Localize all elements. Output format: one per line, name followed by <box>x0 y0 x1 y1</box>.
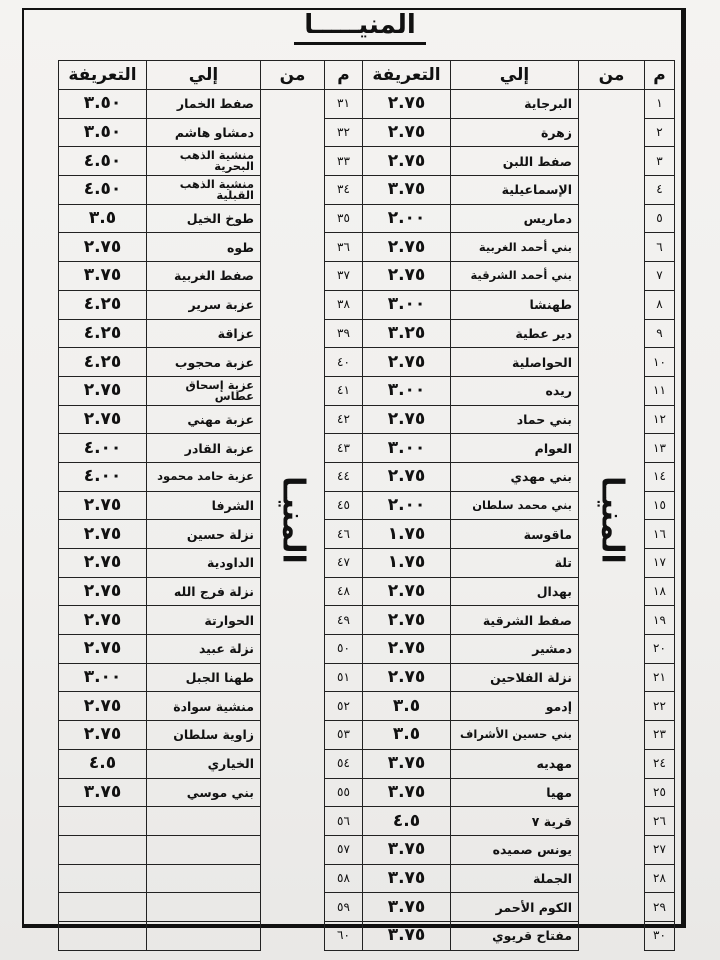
destination-cell: عزبة إسحاق عطاس <box>147 376 261 405</box>
tariff-cell: ٣.٥ <box>363 692 451 721</box>
destination-cell: الحوارتة <box>147 606 261 635</box>
header-row <box>59 61 363 90</box>
header-from: من <box>579 61 645 90</box>
row-number: ٩ <box>645 319 675 348</box>
row-number: ٣٠ <box>645 921 675 950</box>
destination-cell: صفط اللبن <box>451 147 579 176</box>
destination-cell: منشية الذهب القبلية <box>147 176 261 205</box>
row-number: ٦ <box>645 233 675 262</box>
tariff-cell: ٢.٧٥ <box>363 348 451 377</box>
tariff-cell: ٤.٠٠ <box>59 462 147 491</box>
destination-cell: عزبة محجوب <box>147 348 261 377</box>
tariff-cell: ٣.٧٥ <box>363 921 451 950</box>
row-number: ٥٧ <box>325 835 363 864</box>
destination-cell: العوام <box>451 434 579 463</box>
row-number: ٢٤ <box>645 749 675 778</box>
row-number: ٥٩ <box>325 893 363 922</box>
tariff-cell: ١.٧٥ <box>363 549 451 578</box>
destination-cell: نزلة فرج الله <box>147 577 261 606</box>
row-number: ٣٨ <box>325 290 363 319</box>
tariff-cell: ٤.٠٠ <box>59 434 147 463</box>
table-row <box>59 90 363 119</box>
destination-cell: منشية الذهب البحرية <box>147 147 261 176</box>
destination-cell: زاوية سلطان <box>147 721 261 750</box>
destination-cell: عزبة سرير <box>147 290 261 319</box>
destination-cell: عزبة حامد محمود <box>147 462 261 491</box>
row-number: ٥٣ <box>325 721 363 750</box>
row-number: ١٤ <box>645 462 675 491</box>
tariff-cell: ٢.٧٥ <box>363 262 451 291</box>
destination-cell <box>147 864 261 893</box>
row-number: ٢١ <box>645 663 675 692</box>
destination-cell: الإسماعيلية <box>451 176 579 205</box>
tariff-cell <box>59 864 147 893</box>
tariff-cell: ٢.٧٥ <box>59 721 147 750</box>
tariff-cell: ٢.٧٥ <box>363 577 451 606</box>
row-number: ١٩ <box>645 606 675 635</box>
tariff-cell: ٣.٠٠ <box>363 376 451 405</box>
row-number: ٤ <box>645 176 675 205</box>
tariff-table-right <box>362 60 675 951</box>
destination-cell: زهرة <box>451 118 579 147</box>
destination-cell: الكوم الأحمر <box>451 893 579 922</box>
from-cell <box>579 90 645 951</box>
tariff-cell: ٣.٥ <box>59 204 147 233</box>
header-to: إلي <box>147 61 261 90</box>
row-number: ٣ <box>645 147 675 176</box>
destination-cell: ماقوسة <box>451 520 579 549</box>
destination-cell: عزبة القادر <box>147 434 261 463</box>
tariff-cell: ٢.٧٥ <box>59 520 147 549</box>
from-city-label: المنيـا <box>275 476 310 564</box>
row-number: ١٦ <box>645 520 675 549</box>
tariff-cell <box>59 921 147 950</box>
tariff-cell: ٣.٥٠ <box>59 90 147 119</box>
tariff-cell: ٣.٧٥ <box>59 778 147 807</box>
row-number: ٣٢ <box>325 118 363 147</box>
tariff-cell: ٣.٧٥ <box>363 778 451 807</box>
row-number: ٢٩ <box>645 893 675 922</box>
row-number: ٢٦ <box>645 807 675 836</box>
row-number: ١٥ <box>645 491 675 520</box>
row-number: ٥٥ <box>325 778 363 807</box>
tariff-cell: ٢.٧٥ <box>59 577 147 606</box>
tariff-table-left <box>58 60 363 951</box>
row-number: ٦٠ <box>325 921 363 950</box>
tariff-cell: ٢.٠٠ <box>363 491 451 520</box>
tariff-cell: ٢.٧٥ <box>363 233 451 262</box>
destination-cell: مهديه <box>451 749 579 778</box>
destination-cell: البرجاية <box>451 90 579 119</box>
header-rate: التعريفة <box>59 61 147 90</box>
destination-cell: صفط الشرقية <box>451 606 579 635</box>
destination-cell: مهيا <box>451 778 579 807</box>
tariff-cell: ٤.٢٥ <box>59 319 147 348</box>
destination-cell: بني أحمد الشرقية <box>451 262 579 291</box>
tariff-cell: ٣.٧٥ <box>59 262 147 291</box>
tariff-cell: ٣.٥٠ <box>59 118 147 147</box>
row-number: ٣١ <box>325 90 363 119</box>
row-number: ٢٢ <box>645 692 675 721</box>
destination-cell: بهدال <box>451 577 579 606</box>
from-city-label: المنيـا <box>594 476 629 564</box>
destination-cell: بني حماد <box>451 405 579 434</box>
tariff-cell: ٢.٧٥ <box>59 692 147 721</box>
destination-cell: صفط الغربية <box>147 262 261 291</box>
destination-cell: بني محمد سلطان <box>451 491 579 520</box>
row-number: ٣٩ <box>325 319 363 348</box>
tariff-cell: ٣.٧٥ <box>363 749 451 778</box>
destination-cell: طوخ الخيل <box>147 204 261 233</box>
destination-cell: ريده <box>451 376 579 405</box>
tariff-cell: ٤.٢٥ <box>59 348 147 377</box>
row-number: ١٢ <box>645 405 675 434</box>
tariff-cell: ٤.٢٥ <box>59 290 147 319</box>
header-m: م <box>325 61 363 90</box>
row-number: ٤٩ <box>325 606 363 635</box>
tariff-cell <box>59 807 147 836</box>
row-number: ٥٢ <box>325 692 363 721</box>
destination-cell: دير عطية <box>451 319 579 348</box>
row-number: ٥ <box>645 204 675 233</box>
row-number: ٥٨ <box>325 864 363 893</box>
table-row <box>363 90 675 119</box>
tariff-cell: ٤.٥ <box>363 807 451 836</box>
tariff-cell: ٢.٧٥ <box>59 405 147 434</box>
destination-cell: صفط الخمار <box>147 90 261 119</box>
destination-cell <box>147 807 261 836</box>
row-number: ٣٣ <box>325 147 363 176</box>
destination-cell: الخياري <box>147 749 261 778</box>
row-number: ٣٤ <box>325 176 363 205</box>
tariff-cell: ٤.٥ <box>59 749 147 778</box>
destination-cell: تلة <box>451 549 579 578</box>
tariff-cell: ٢.٧٥ <box>59 606 147 635</box>
row-number: ٤٨ <box>325 577 363 606</box>
tariff-cell: ٣.٠٠ <box>363 290 451 319</box>
destination-cell: دمشير <box>451 635 579 664</box>
tariff-cell: ٢.٧٥ <box>59 376 147 405</box>
header-to: إلي <box>451 61 579 90</box>
page-title: المنيـــــا <box>294 8 426 45</box>
title-area <box>0 8 720 48</box>
row-number: ٥١ <box>325 663 363 692</box>
row-number: ١١ <box>645 376 675 405</box>
row-number: ٣٥ <box>325 204 363 233</box>
destination-cell: مفتاح قريوي <box>451 921 579 950</box>
row-number: ٢٣ <box>645 721 675 750</box>
from-cell <box>261 90 325 951</box>
tariff-cell: ٤.٥٠ <box>59 176 147 205</box>
destination-cell: منشية سوادة <box>147 692 261 721</box>
header-m: م <box>645 61 675 90</box>
tariff-cell: ٢.٧٥ <box>363 147 451 176</box>
row-number: ١ <box>645 90 675 119</box>
row-number: ١٠ <box>645 348 675 377</box>
destination-cell: طوه <box>147 233 261 262</box>
row-number: ١٧ <box>645 549 675 578</box>
destination-cell: نزلة عبيد <box>147 635 261 664</box>
row-number: ٢ <box>645 118 675 147</box>
destination-cell: دماريس <box>451 204 579 233</box>
tariff-cell: ٢.٠٠ <box>363 204 451 233</box>
tariff-cell: ٣.٧٥ <box>363 176 451 205</box>
row-number: ٢٥ <box>645 778 675 807</box>
tariff-cell: ٢.٧٥ <box>59 635 147 664</box>
destination-cell: نزلة الفلاحين <box>451 663 579 692</box>
row-number: ٤٠ <box>325 348 363 377</box>
tariff-cell: ٢.٧٥ <box>363 405 451 434</box>
destination-cell: عزبة مهني <box>147 405 261 434</box>
row-number: ٤٥ <box>325 491 363 520</box>
tariff-cell: ٢.٧٥ <box>59 491 147 520</box>
row-number: ٥٠ <box>325 635 363 664</box>
row-number: ٨ <box>645 290 675 319</box>
destination-cell: بني حسين الأشراف <box>451 721 579 750</box>
tariff-cell: ٣.٧٥ <box>363 864 451 893</box>
row-number: ٥٦ <box>325 807 363 836</box>
row-number: ٣٦ <box>325 233 363 262</box>
row-number: ١٨ <box>645 577 675 606</box>
destination-cell: قرية ٧ <box>451 807 579 836</box>
destination-cell: الشرفا <box>147 491 261 520</box>
destination-cell: عزاقة <box>147 319 261 348</box>
destination-cell: نزلة حسين <box>147 520 261 549</box>
row-number: ٤١ <box>325 376 363 405</box>
tariff-cell <box>59 835 147 864</box>
tariff-cell: ٣.٢٥ <box>363 319 451 348</box>
tariff-cell: ٢.٧٥ <box>363 663 451 692</box>
row-number: ٧ <box>645 262 675 291</box>
header-from: من <box>261 61 325 90</box>
tariff-cell: ٣.٠٠ <box>59 663 147 692</box>
destination-cell: الحواصلية <box>451 348 579 377</box>
row-number: ١٣ <box>645 434 675 463</box>
tariff-cell: ٢.٧٥ <box>363 635 451 664</box>
destination-cell: الجملة <box>451 864 579 893</box>
destination-cell: طهنشا <box>451 290 579 319</box>
row-number: ٢٨ <box>645 864 675 893</box>
row-number: ٥٤ <box>325 749 363 778</box>
destination-cell: بني موسي <box>147 778 261 807</box>
row-number: ٤٤ <box>325 462 363 491</box>
tariff-cell: ٢.٧٥ <box>363 118 451 147</box>
row-number: ٢٠ <box>645 635 675 664</box>
row-number: ٤٢ <box>325 405 363 434</box>
destination-cell: بني أحمد الغربية <box>451 233 579 262</box>
row-number: ٢٧ <box>645 835 675 864</box>
tariff-cell: ٣.٧٥ <box>363 893 451 922</box>
destination-cell <box>147 893 261 922</box>
destination-cell: الداودية <box>147 549 261 578</box>
destination-cell: يونس صميده <box>451 835 579 864</box>
row-number: ٤٣ <box>325 434 363 463</box>
tariff-cell: ٣.٥ <box>363 721 451 750</box>
destination-cell <box>147 835 261 864</box>
destination-cell: بني مهدي <box>451 462 579 491</box>
tariff-cell: ٢.٧٥ <box>59 233 147 262</box>
tariff-cell <box>59 893 147 922</box>
header-rate: التعريفة <box>363 61 451 90</box>
destination-cell: دمشاو هاشم <box>147 118 261 147</box>
tariff-cell: ٢.٧٥ <box>363 606 451 635</box>
destination-cell <box>147 921 261 950</box>
row-number: ٤٦ <box>325 520 363 549</box>
tariff-cell: ٢.٧٥ <box>363 90 451 119</box>
tariff-cell: ٤.٥٠ <box>59 147 147 176</box>
tariff-cell: ٣.٠٠ <box>363 434 451 463</box>
tariff-cell: ٢.٧٥ <box>363 462 451 491</box>
destination-cell: طهنا الجبل <box>147 663 261 692</box>
row-number: ٣٧ <box>325 262 363 291</box>
tariff-cell: ٣.٧٥ <box>363 835 451 864</box>
destination-cell: إدمو <box>451 692 579 721</box>
tariff-cell: ٢.٧٥ <box>59 549 147 578</box>
tariff-cell: ١.٧٥ <box>363 520 451 549</box>
header-row <box>363 61 675 90</box>
row-number: ٤٧ <box>325 549 363 578</box>
